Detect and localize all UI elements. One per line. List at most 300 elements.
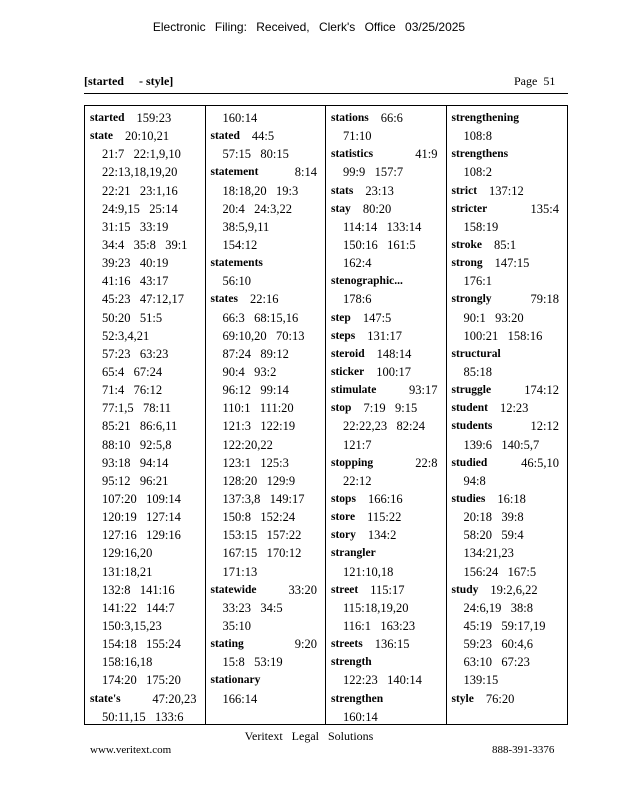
index-page-refs: 24:9,15 25:14 xyxy=(102,201,178,216)
index-page-refs: 139:6 140:5,7 xyxy=(463,437,540,452)
index-entry-continuation xyxy=(211,109,326,127)
index-entry xyxy=(331,309,446,327)
index-page-refs: 141:22 144:7 xyxy=(102,600,175,615)
index-entry-continuation xyxy=(211,563,326,581)
word-range-header: [started - style] xyxy=(84,74,174,88)
index-page-refs: 38:5,9,11 xyxy=(222,219,270,234)
index-page-refs: 45:23 47:12,17 xyxy=(102,292,184,307)
index-term: stricter xyxy=(451,202,488,215)
index-page-refs: 69:10,20 70:13 xyxy=(222,328,305,343)
index-entry xyxy=(90,109,205,127)
index-entry-continuation xyxy=(90,381,205,399)
index-page-refs: 85:21 86:6,11 xyxy=(102,419,178,434)
index-entry-continuation xyxy=(90,708,205,726)
index-entry-continuation xyxy=(331,163,446,181)
index-page-refs: 52:3,4,21 xyxy=(102,328,150,343)
index-entry-continuation xyxy=(90,272,205,290)
efiling-stamp: Electronic Filing: Received, Clerk's Office 03/25/2025 xyxy=(152,20,466,34)
index-entry-continuation xyxy=(211,327,326,345)
index-page-refs: 33:23 34:5 xyxy=(222,600,283,615)
index-entry-continuation xyxy=(211,454,326,472)
index-entry xyxy=(452,236,568,254)
index-entry-continuation xyxy=(452,163,568,181)
index-page-refs: 147:15 xyxy=(494,256,530,271)
index-entry-continuation xyxy=(90,417,205,435)
index-page-refs: 85:18 xyxy=(463,364,492,379)
index-term: strangler xyxy=(331,547,376,560)
index-entry-continuation xyxy=(331,417,446,435)
index-entry-continuation xyxy=(90,436,205,454)
index-page-refs: 171:13 xyxy=(222,564,258,579)
footer-phone: 888-391-3376 xyxy=(492,744,555,756)
index-entry-continuation xyxy=(90,490,205,508)
index-term: struggle xyxy=(451,384,492,397)
index-column-4 xyxy=(447,106,568,724)
index-column-2 xyxy=(206,106,327,724)
index-page-refs: 153:15 157:22 xyxy=(222,528,302,543)
index-page-refs: 150:16 161:5 xyxy=(343,237,416,252)
index-page-refs: 20:10,21 xyxy=(125,129,170,144)
index-page-refs: 93:18 94:14 xyxy=(102,455,169,470)
index-page-refs: 108:8 xyxy=(463,129,492,144)
index-term: state xyxy=(90,130,113,143)
index-page-refs: 34:4 35:8 39:1 xyxy=(102,237,188,252)
index-page-refs: 162:4 xyxy=(343,256,372,271)
index-page-refs: 63:10 67:23 xyxy=(463,655,530,670)
index-entry-continuation xyxy=(452,127,568,145)
index-term: students xyxy=(451,420,493,433)
index-page-refs: 8:14 xyxy=(294,165,317,180)
index-term: statement xyxy=(210,166,259,179)
index-page-refs: 120:19 127:14 xyxy=(102,510,181,525)
index-term: stenographic... xyxy=(331,275,403,288)
index-entry-continuation xyxy=(331,708,446,726)
index-page-refs: 15:8 53:19 xyxy=(222,655,283,670)
index-page-refs: 35:10 xyxy=(222,618,251,633)
index-entry xyxy=(211,290,326,308)
index-page-refs: 108:2 xyxy=(463,165,492,180)
index-entry-continuation xyxy=(90,163,205,181)
index-term: strict xyxy=(451,184,478,197)
index-page-refs: 9:20 xyxy=(294,637,317,652)
index-page-refs: 24:6,19 38:8 xyxy=(463,600,533,615)
index-term: structural xyxy=(451,347,501,360)
index-entry-continuation xyxy=(211,544,326,562)
index-page-refs: 174:12 xyxy=(524,383,559,398)
index-page-refs: 47:20,23 xyxy=(152,691,197,706)
index-entry-continuation xyxy=(90,544,205,562)
index-entry xyxy=(331,508,446,526)
index-entry xyxy=(331,490,446,508)
index-entry-continuation xyxy=(90,290,205,308)
index-term: strengthens xyxy=(451,148,509,161)
index-term: stops xyxy=(331,492,356,505)
index-entry-continuation xyxy=(452,309,568,327)
index-page-refs: 66:3 68:15,16 xyxy=(222,310,299,325)
index-page-refs: 166:14 xyxy=(222,691,258,706)
index-page-refs: 129:16,20 xyxy=(102,546,153,561)
index-entry-continuation xyxy=(331,671,446,689)
index-page-refs: 88:10 92:5,8 xyxy=(102,437,172,452)
index-page-refs: 90:1 93:20 xyxy=(463,310,524,325)
index-entry-continuation xyxy=(90,454,205,472)
index-entry-continuation xyxy=(211,182,326,200)
index-page-refs: 115:17 xyxy=(370,582,405,597)
index-entry-continuation xyxy=(90,345,205,363)
index-page-refs: 22:13,18,19,20 xyxy=(102,165,178,180)
index-term: statements xyxy=(210,257,263,270)
index-entry xyxy=(331,109,446,127)
index-entry xyxy=(331,581,446,599)
index-term: style xyxy=(451,692,474,705)
index-entry xyxy=(331,363,446,381)
index-entry-continuation xyxy=(211,690,326,708)
index-term: student xyxy=(451,402,488,415)
index-column-3 xyxy=(326,106,447,724)
index-page-refs: 22:16 xyxy=(249,292,279,307)
index-entry-continuation xyxy=(90,635,205,653)
index-page-refs: 12:23 xyxy=(499,401,529,416)
index-page-refs: 122:23 140:14 xyxy=(343,673,422,688)
index-entry xyxy=(211,254,326,272)
index-page-refs: 137:12 xyxy=(489,183,524,198)
index-entry-continuation xyxy=(211,272,326,290)
index-page-refs: 50:11,15 133:6 xyxy=(102,709,184,724)
index-page-refs: 12:12 xyxy=(530,419,559,434)
index-page-refs: 114:14 133:14 xyxy=(343,219,422,234)
index-page-refs: 21:7 22:1,9,10 xyxy=(102,147,181,162)
index-page-refs: 123:1 125:3 xyxy=(222,455,289,470)
index-page-refs: 150:8 152:24 xyxy=(222,510,296,525)
index-entry xyxy=(452,254,568,272)
index-term: strengthening xyxy=(451,112,520,124)
index-entry-continuation xyxy=(90,218,205,236)
index-entry-continuation xyxy=(452,526,568,544)
index-entry-continuation xyxy=(331,472,446,490)
index-term: state's xyxy=(90,692,121,705)
index-entry-continuation xyxy=(452,436,568,454)
index-entry-continuation xyxy=(331,127,446,145)
header-rule xyxy=(84,93,568,94)
footer-company: Veritext Legal Solutions xyxy=(244,729,374,743)
index-entry xyxy=(452,690,568,708)
index-entry xyxy=(331,182,446,200)
index-page-refs: 90:4 93:2 xyxy=(222,364,277,379)
index-page-refs: 80:20 xyxy=(362,201,392,216)
index-entry xyxy=(331,345,446,363)
index-page-refs: 122:20,22 xyxy=(222,437,273,452)
index-page-refs: 176:1 xyxy=(463,274,492,289)
index-entry-continuation xyxy=(331,254,446,272)
index-page-refs: 115:18,19,20 xyxy=(343,600,409,615)
index-entry-continuation xyxy=(452,363,568,381)
index-entry-continuation xyxy=(211,345,326,363)
index-entry-continuation xyxy=(331,563,446,581)
index-entry-continuation xyxy=(452,544,568,562)
index-entry-continuation xyxy=(452,617,568,635)
index-entry-continuation xyxy=(211,145,326,163)
index-term: statewide xyxy=(210,583,257,596)
index-page-refs: 134:21,23 xyxy=(463,546,514,561)
index-page-refs: 57:23 63:23 xyxy=(102,346,169,361)
index-page-refs: 135:4 xyxy=(530,201,559,216)
index-entry xyxy=(452,182,568,200)
index-entry xyxy=(90,690,205,708)
index-page-refs: 158:16,18 xyxy=(102,655,153,670)
index-entry-continuation xyxy=(90,200,205,218)
footer-website: www.veritext.com xyxy=(90,744,172,756)
index-page-refs: 121:10,18 xyxy=(343,564,394,579)
index-entry xyxy=(452,381,568,399)
index-page-refs: 57:15 80:15 xyxy=(222,147,289,162)
index-entry-continuation xyxy=(452,653,568,671)
index-entry-continuation xyxy=(90,327,205,345)
index-entry-continuation xyxy=(211,399,326,417)
index-entry-continuation xyxy=(90,236,205,254)
index-entry-continuation xyxy=(452,599,568,617)
index-page-refs: 7:19 9:15 xyxy=(363,401,418,416)
index-page-refs: 46:5,10 xyxy=(521,455,559,470)
index-page-refs: 76:20 xyxy=(485,691,515,706)
index-entry-continuation xyxy=(211,417,326,435)
index-term: studies xyxy=(451,492,486,505)
index-page-refs: 59:23 60:4,6 xyxy=(463,637,533,652)
index-entry-continuation xyxy=(90,399,205,417)
index-term: states xyxy=(210,293,238,306)
index-page-refs: 41:16 43:17 xyxy=(102,274,169,289)
index-page-refs: 167:15 170:12 xyxy=(222,546,302,561)
index-term: steps xyxy=(331,329,356,342)
index-page-refs: 156:24 167:5 xyxy=(463,564,537,579)
index-entry-continuation xyxy=(90,653,205,671)
index-entry-continuation xyxy=(452,635,568,653)
index-page-refs: 107:20 109:14 xyxy=(102,491,181,506)
index-entry-continuation xyxy=(90,472,205,490)
index-page-refs: 50:20 51:5 xyxy=(102,310,163,325)
index-page-refs: 160:14 xyxy=(222,111,258,125)
index-entry xyxy=(452,145,568,163)
index-page-refs: 19:2,6,22 xyxy=(490,582,538,597)
index-entry xyxy=(452,200,568,218)
index-term: stated xyxy=(210,130,240,143)
index-entry xyxy=(452,454,568,472)
index-entry-continuation xyxy=(211,363,326,381)
index-page-refs: 23:13 xyxy=(365,183,394,198)
index-page-refs: 154:12 xyxy=(222,237,258,252)
index-entry-continuation xyxy=(90,599,205,617)
index-term: studied xyxy=(451,456,488,469)
index-entry-continuation xyxy=(90,671,205,689)
index-entry xyxy=(211,671,326,689)
index-entry-continuation xyxy=(211,526,326,544)
index-page-refs: 71:4 76:12 xyxy=(102,383,163,398)
index-entry-continuation xyxy=(452,272,568,290)
index-page-refs: 66:6 xyxy=(380,111,403,125)
index-term: street xyxy=(331,583,359,596)
index-entry-continuation xyxy=(211,508,326,526)
index-entry xyxy=(452,109,568,127)
index-term: stop xyxy=(331,402,352,415)
index-entry xyxy=(452,345,568,363)
index-page-refs: 71:10 xyxy=(343,129,372,144)
index-term: streets xyxy=(331,638,363,651)
index-entry-continuation xyxy=(90,309,205,327)
index-entry xyxy=(331,399,446,417)
index-page-refs: 147:5 xyxy=(362,310,392,325)
page-number: Page 51 xyxy=(514,74,556,88)
index-term: stay xyxy=(331,202,351,215)
index-page-refs: 39:23 40:19 xyxy=(102,256,169,271)
index-page-refs: 22:22,23 82:24 xyxy=(343,419,425,434)
index-term: steroid xyxy=(331,347,365,360)
index-entry xyxy=(452,581,568,599)
index-entry xyxy=(452,399,568,417)
index-term: statistics xyxy=(331,148,374,161)
index-term: stations xyxy=(331,112,369,124)
index-entry xyxy=(211,635,326,653)
index-entry-continuation xyxy=(90,363,205,381)
index-page-refs: 100:21 158:16 xyxy=(463,328,543,343)
index-entry-continuation xyxy=(331,599,446,617)
index-page-refs: 79:18 xyxy=(530,292,559,307)
index-page-refs: 20:18 39:8 xyxy=(463,510,524,525)
index-term: strong xyxy=(451,257,483,270)
index-page-refs: 160:14 xyxy=(343,709,378,724)
index-entry xyxy=(452,417,568,435)
index-entry-continuation xyxy=(90,581,205,599)
index-term: story xyxy=(331,529,356,542)
index-page-refs: 150:3,15,23 xyxy=(102,618,162,633)
index-entry-continuation xyxy=(211,490,326,508)
index-page-refs: 166:16 xyxy=(367,491,403,506)
index-term: study xyxy=(451,583,479,596)
index-page-refs: 137:3,8 149:17 xyxy=(222,491,305,506)
index-column-1 xyxy=(85,106,206,724)
index-entry-continuation xyxy=(90,254,205,272)
index-page-refs: 128:20 129:9 xyxy=(222,473,296,488)
index-page-refs: 99:9 157:7 xyxy=(343,165,404,180)
index-entry-continuation xyxy=(452,472,568,490)
index-page-refs: 65:4 67:24 xyxy=(102,364,163,379)
index-entry-continuation xyxy=(90,182,205,200)
index-entry-continuation xyxy=(211,472,326,490)
index-page-refs: 22:21 23:1,16 xyxy=(102,183,178,198)
index-entry xyxy=(331,653,446,671)
index-page-refs: 100:17 xyxy=(376,364,411,379)
index-entry xyxy=(331,272,446,290)
index-page-refs: 45:19 59:17,19 xyxy=(463,618,546,633)
index-entry xyxy=(331,544,446,562)
index-entry-continuation xyxy=(331,617,446,635)
index-page-refs: 131:17 xyxy=(367,328,403,343)
index-term: stopping xyxy=(331,456,374,469)
index-page-refs: 139:15 xyxy=(463,673,499,688)
index-entry-continuation xyxy=(331,218,446,236)
index-entry-continuation xyxy=(452,508,568,526)
index-entry-continuation xyxy=(211,381,326,399)
index-entry-continuation xyxy=(331,290,446,308)
index-entry-continuation xyxy=(211,653,326,671)
index-entry xyxy=(331,690,446,708)
index-entry-continuation xyxy=(211,436,326,454)
index-entry-continuation xyxy=(211,236,326,254)
index-page-refs: 87:24 89:12 xyxy=(222,346,289,361)
index-term: stroke xyxy=(451,238,482,251)
index-page-refs: 77:1,5 78:11 xyxy=(102,401,171,416)
index-entry-continuation xyxy=(452,327,568,345)
index-page-refs: 41:9 xyxy=(415,147,438,162)
index-page-refs: 116:1 163:23 xyxy=(343,618,416,633)
index-page-refs: 20:4 24:3,22 xyxy=(222,201,292,216)
index-page-refs: 178:6 xyxy=(343,292,372,307)
index-entry xyxy=(331,200,446,218)
index-term: step xyxy=(331,311,351,324)
index-page-refs: 131:18,21 xyxy=(102,564,153,579)
index-entry-continuation xyxy=(331,436,446,454)
index-page-refs: 174:20 175:20 xyxy=(102,673,181,688)
index-entry xyxy=(452,490,568,508)
index-page-refs: 94:8 xyxy=(463,473,486,488)
index-page-refs: 93:17 xyxy=(409,383,438,398)
index-page-refs: 154:18 155:24 xyxy=(102,637,181,652)
index-page-refs: 18:18,20 19:3 xyxy=(222,183,299,198)
index-term: sticker xyxy=(331,365,365,378)
index-entry xyxy=(331,327,446,345)
index-term: stationary xyxy=(210,674,261,687)
index-term: stimulate xyxy=(331,384,377,397)
index-page-refs: 158:19 xyxy=(463,219,499,234)
index-page-refs: 148:14 xyxy=(376,346,412,361)
index-entry-continuation xyxy=(90,508,205,526)
index-page-refs: 56:10 xyxy=(222,274,251,289)
index-page-refs: 95:12 96:21 xyxy=(102,473,169,488)
index-entry xyxy=(331,526,446,544)
index-page-refs: 33:20 xyxy=(288,582,317,597)
index-entry xyxy=(331,145,446,163)
index-entry xyxy=(331,454,446,472)
index-page-refs: 121:7 xyxy=(343,437,372,452)
index-page-refs: 22:8 xyxy=(415,455,438,470)
index-page-refs: 96:12 99:14 xyxy=(222,383,289,398)
index-page-refs: 31:15 33:19 xyxy=(102,219,169,234)
index-page-refs: 58:20 59:4 xyxy=(463,528,524,543)
index-page-refs: 121:3 122:19 xyxy=(222,419,296,434)
index-page-refs: 127:16 129:16 xyxy=(102,528,181,543)
index-entry xyxy=(211,581,326,599)
index-entry xyxy=(452,290,568,308)
index-term: started xyxy=(90,112,125,124)
index-term: strength xyxy=(331,656,372,669)
index-entry xyxy=(211,127,326,145)
index-page-refs: 16:18 xyxy=(497,491,526,506)
index-entry xyxy=(331,635,446,653)
index-entry-continuation xyxy=(211,599,326,617)
index-entry-continuation xyxy=(90,617,205,635)
index-entry-continuation xyxy=(90,145,205,163)
index-entry xyxy=(211,163,326,181)
index-entry-continuation xyxy=(211,218,326,236)
index-page-refs: 110:1 111:20 xyxy=(222,401,294,416)
index-entry-continuation xyxy=(211,617,326,635)
index-page-refs: 115:22 xyxy=(367,510,402,525)
index-page-refs: 159:23 xyxy=(136,111,172,125)
index-entry-continuation xyxy=(90,563,205,581)
index-term: stating xyxy=(210,638,244,651)
index-page-refs: 134:2 xyxy=(367,528,397,543)
word-index-grid xyxy=(84,105,568,725)
index-page-refs: 44:5 xyxy=(251,129,275,144)
index-page-refs: 85:1 xyxy=(493,237,517,252)
